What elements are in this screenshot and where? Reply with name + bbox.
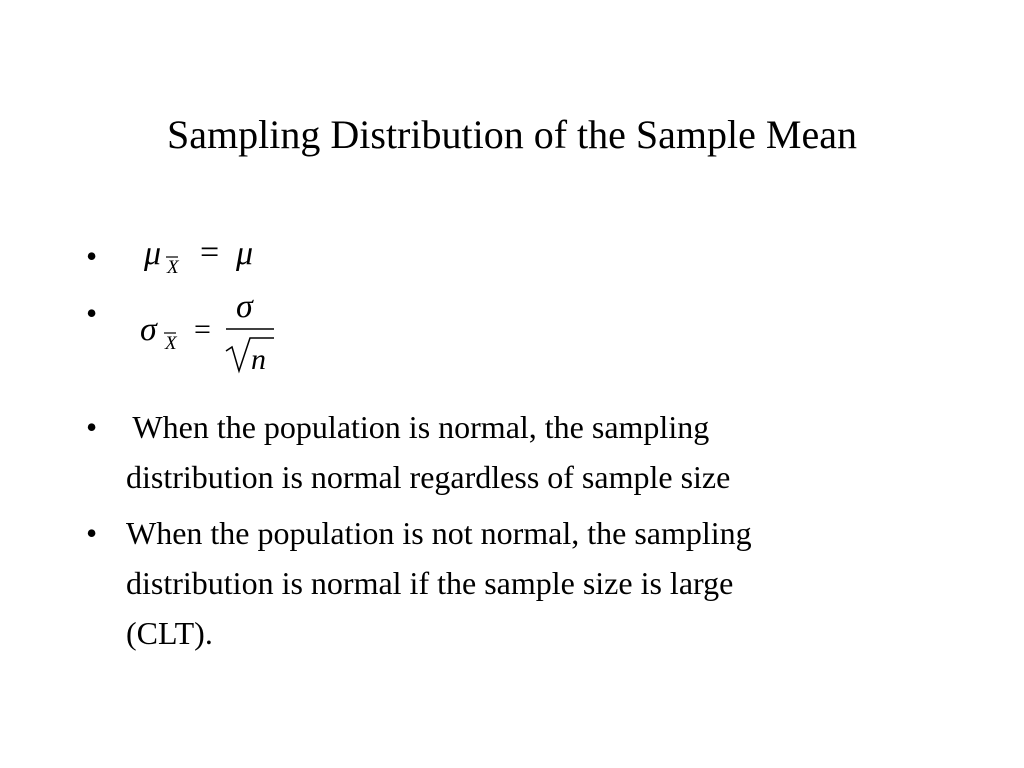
bullet-text-line: When the population is not normal, the sampling [126,515,752,551]
bullet-text-line: (CLT). [126,615,213,651]
bullet-population-normal [86,402,926,502]
n-radicand: n [251,343,266,376]
x-subscript: X [167,257,179,278]
bullet-marker: • [86,295,98,331]
bullet-text-line: distribution is normal if the sample size is large [126,565,734,601]
sigma-numerator: σ [236,288,253,325]
bullet-marker: • [86,409,98,445]
mu-symbol: μ [144,235,162,272]
mu-symbol: μ [236,235,254,272]
bullet-text-line: When the population is normal, the sampling [125,409,710,445]
bullet-population-not-normal [86,508,926,658]
x-subscript: X [165,333,177,354]
bullet-marker: • [86,515,98,551]
sigma-symbol: σ [140,311,157,348]
bullet-text-line: distribution is normal regardless of sample size [126,459,731,495]
formula-mean-of-sample-mean [140,232,280,282]
square-root-sign [226,338,274,371]
equals-sign: = [200,234,220,271]
bullet-marker: • [86,238,98,274]
equals-sign: = [194,313,211,346]
formula-sd-of-sample-mean [138,285,288,380]
slide-title: Sampling Distribution of the Sample Mean [167,112,857,157]
